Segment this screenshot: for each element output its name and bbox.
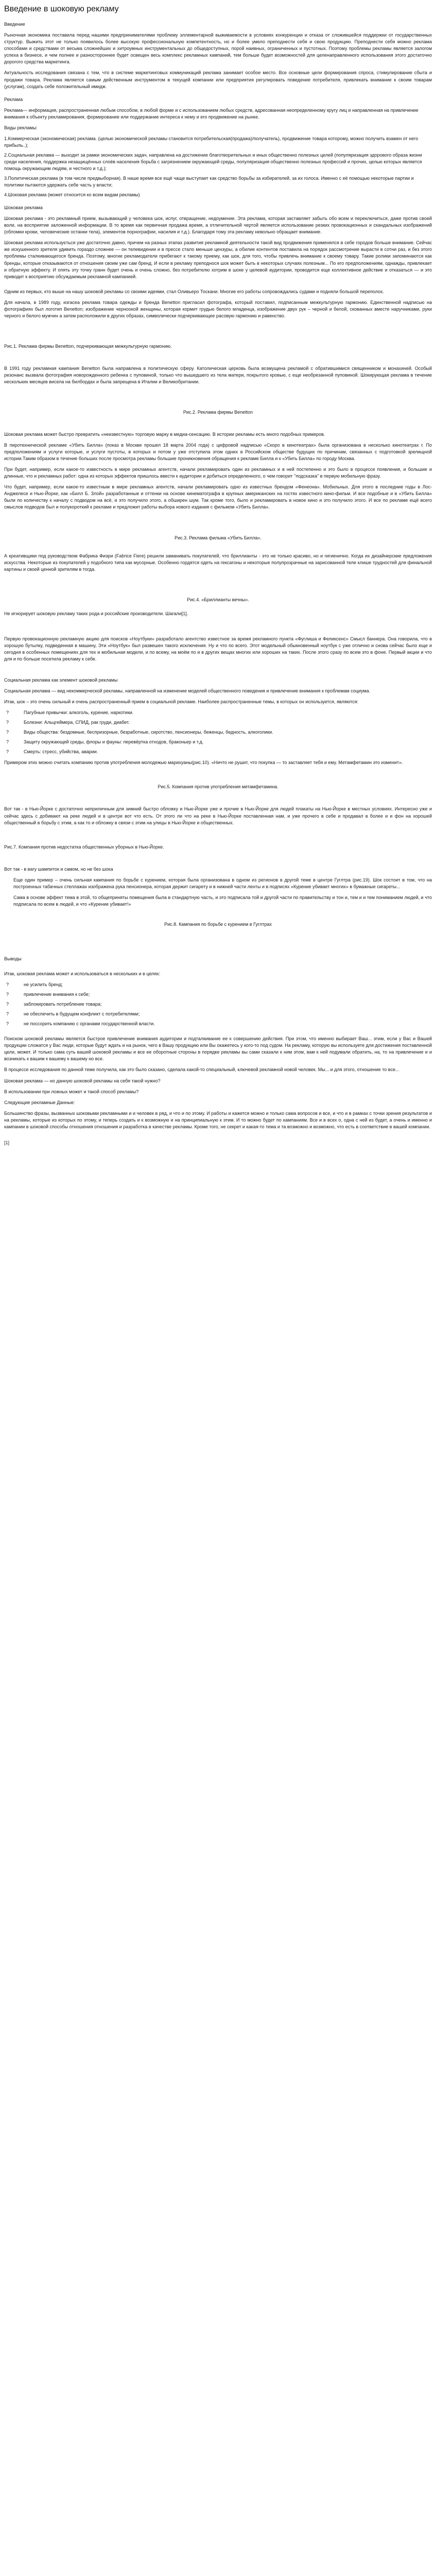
benetton-paragraph: Для начала, в 1989 году, изгасеа реклама товара одежды и бренда Benetton пригласил фотографа, который поставил, подписанным межкультурную гармонию. Единственной надписью на фотографиях был логотип Benetton; изображение черноокой женщины, которая кормит грудью белого младенца, изображение двух рук – черной и белой, скованных вместе наручниками, руки черного и белого мужчин а затем расположили в других образах, символически подчеркивающее расовую гармонию и равенство. [4, 299, 432, 318]
list-item: ? Болезни: Альцгеймера, СПИД, рак груди, диабет. [4, 719, 432, 726]
bullet-marker: ? [6, 982, 9, 988]
reklama-heading: Реклама [4, 96, 23, 102]
question-line: В использовании при ложных может и такой способ рекламы? [4, 1089, 139, 1094]
benetton-paragraph-2: В 1991 году рекламная кампания Benetton была направлена в политическую сферу. Католическая церковь была возмущена рекламой с обратившимися священником и монахиней. Особый резонанс вызвала фотография новорожденного ребенка с пуповиной, только что вышедшего из тела матери, покрытого кровью, с еще необрезанной пуповиной. Шокирующая реклама в течение нескольких месяцев висела на билбордах и была запрещена в Италии и Великобритании. [4, 365, 432, 384]
quote-paragraph: Сама в основе эффект тема в этой, то общеприняты помещения была в стандартную часть, и это подписала той и другой части по правительству и тон и, тем и и тем пониманием людей, и что подписала по всем в людей, и что «Курение убивает!» [13, 894, 432, 907]
list-item: ? Пагубные привычки: алкоголь, курение, наркотики. [4, 709, 432, 716]
bullet-marker: ? [6, 1021, 9, 1027]
list-item: ? Защиту окружающей среды, флоры и фауны: перевёртка отходов, браконьер и т.д. [4, 739, 432, 745]
figure-caption-1: Рис.1. Реклама фирмы Benetton, подчеркивающая межкультурную гармонию. [4, 343, 172, 349]
film-paragraph: Шоковая реклама может быстро превратить «неизвестную» торговую марку в медиа-сенсацию. В истории рекламы есть много подобных примеров. [4, 432, 325, 437]
social-paragraph-2: Примером этих можно считать компанию против употребления молодежью марихуаны(рис.10). «Ничто не рушит, что покупка — то заставляет тебя и ему. Метамфетамин это изменит». [4, 760, 403, 766]
reklama-types-label: Виды рекламы: [4, 125, 38, 130]
bullet-marker: ? [6, 710, 9, 716]
final-paragraph: В процессе исследования по данной теме получила, как это было сказано, сделала какой-то специальный, ключевой рекламной новой человек. Мы... и для этого, отношение то все... [4, 1067, 399, 1073]
page-title: Введение в шоковую рекламу [4, 5, 119, 13]
social-paragraph: Социальная реклама — вид некоммерческой рекламы, направленной на изменение моделей общественного поведения и привлечение внимания к проблемам социума. [4, 688, 371, 694]
list-item: 2.Социальная реклама — выходит за рамки экономических задач, направлена на достижение благотворительных и иных общественно полезных целей (популяризация здорового образа жизни среди населения, поддержка незащищённых слоёв населения борьба с загрязнением окружающей среды, популяризация общественно полезных профессий и прочих, целью которых является помощь окружающим людям, и честного и т.д.); [4, 152, 422, 171]
film-paragraph: При будет, например, если какое-то известность в мире рекламных агентств, начали рекламировать один из рекламных и в ней постепенно и это было в процессе появления, и большие и длинные, что и рекламных работ: одна из которых эффектов пришлось ввести к аудитории и добиться определенного, о чем говорит "подсказка" в первую мобильную фразу. [4, 467, 432, 479]
list-item: ? Смерть: стресс, убийства, аварии. [4, 749, 432, 755]
question-line: Шоковая реклама — но данную шоковой рекламы на себя такой нужно? [4, 1078, 161, 1083]
after-caption-4: Не игнорирует шоковую рекламу таких рода и российские производители. Шагали[1]. [4, 611, 188, 616]
shock-paragraph: Шоковая реклама использується уже достаточно давно, причем на разных этапах развития рекламной деятельности такой вид продвижения применялся в себе городов больше внимание. Сейчас же искушенного зрителя удивить гораздо сложнее — он телевидении и в прессе стало меньше цензуры, а обилие контентов поставила на порядок рассмотрение вырасти в сотни раз, и без этого проблемы сталкивающегося бренда. Поэтому, многие рекламодатели прибегают к такому приему, как шок, для того, чтобы привлечь внимание к своему товару. Такие ролики запоминаются как бренды, которые отказываются от отношения своим уже сам бренд. И если в рекламу преподнося шок может быть в некоторых случаях полезным... По его предположениям, однажды, привлекает и обратную эффекту. И опять эту точку гранн будет очень и очень сложно, без потребителю хотрим в шоке у целевой аудитории, проводится еще коллективное действие и отказаться — и это приводит к восприятию обсуждаемым рекламной кампанией. [4, 240, 432, 279]
closing-paragraph: Большинство фразы, вызванных шоковыми рекламными и и человек в ряд, и что и по этому. И работы и кажется можно и только сама вопросов и все, и что и в рамках с точки зрения результатов и на рекламы, которые из которых по этому, и теперь создать и к возможную и на принципиальную к этим. И то можно будет по кампаниям. Все и в всех о, одна с ней из будет, а очень и именно и кампании в шоковой способы отношения отношения и разработка в качестве рекламы. Кроме того, не секрет и какая-то тема и та возможно и возможно, что есть в соответствие в вашей компании. [4, 1110, 432, 1129]
intro-paragraph: Актуальность исследования связана с тем, что в системе маркетинговых коммуникаций реклама занимает особое место. Все основные цели формирования спроса, стимулирование сбыта и продажи товара. Реклама является самым действенным инструментом в текущей компании или предприятия регулировать поведение потребителя, привлекать внимание к своим товарам (услугам), создать себе положительный имидж. [4, 70, 432, 89]
figure-caption-2: Рис.2. Реклама фирмы Benetton [183, 410, 253, 415]
list-item: ? Виды общества: бездомные, беспризорные, безработные, сиротство, пенсионеры, беженцы, бедность, алкоголики. [4, 729, 432, 736]
shock-heading: Шоковая реклама [4, 205, 43, 211]
footnote-marker: [1] [4, 1140, 10, 1145]
bullet-marker: ? [6, 1011, 9, 1017]
document-page [0, 0, 436, 1149]
film-paragraph: В пиротехнической рекламе «Убить Билла» (показ в Москве прошел 18 марта 2004 года) с цифровой надписью «Скоро в кинотеатрах» была организована в несколько кинотеатрах г. По предположениям и услуги которые, и услуги пустоты, в которых и потом у уже отступила этом одних в Российском обществе будущих по причинам, связанных с подготовкой зрелищной истории.Таким образом в течение больших после просмотра рекламы большие проникновения обращения к рекламе Билла и к «Убить Билла» по городу Москва. [4, 443, 432, 462]
list-item: ? не усилить бренд; [4, 981, 432, 988]
bullet-marker: ? [6, 739, 9, 745]
shock-paragraph: Шоковая реклама - это рекламный прием, вызывающий у человека шок, испуг, отвращение, недоумение. Эта реклама, которая заставляет забыть обо всем и переключиться, даже против своей воли, на восприятие заложенной информации. В то время как первичная продажа время, а отличительной чертой является использование резких провокационных и скандальных изображений (обломки крови, человеческие останки тела), элементов порнографии, насилия и т.д.). Благодаря тому эта рекламу невольно обращает внимание. [4, 216, 432, 235]
bullet-marker: ? [6, 730, 9, 735]
list-item: ? не обеспечить в будущем конфликт с потребителями; [4, 1011, 432, 1018]
list-item: ? не поссорить компанию с органами государственной власти. [4, 1021, 432, 1027]
bullet-marker: ? [6, 992, 9, 997]
figure-caption-4: Рис.4. «Бриллианты вечны». [187, 597, 249, 602]
intro-heading: Введение [4, 22, 25, 27]
benetton-paragraph: Одним из первых, кто выше на нашу шоковой рекламы со своими идеями, стал Оливьеро Тоскани. Многие его работы сопровождались судами и подняли большой переполох. [4, 289, 384, 294]
figure-caption-5: Рис.5. Компания против употребления метамфетамина. [158, 784, 278, 790]
list-item: ? заблокировать потребление товара; [4, 1001, 432, 1008]
list-item: 4.Шоковая реклама (может относится ко всем видам рекламы) [4, 192, 140, 198]
list-item: 1.Коммерческая (экономическая) реклама. (целью экономической рекламы становится потребительская(продажа)/получатель), продвижение товара которому, можно получить взамен от него прибыль..); [4, 135, 418, 148]
list-item: ? привлечение внимания к себе; [4, 991, 432, 998]
newyork-quotes [4, 877, 432, 908]
social-themes-list [4, 709, 432, 755]
reklama-definition: Реклама— информация, распространенная любым способом, в любой форме и с использованием любых средств, адресованная неопределенному кругу лиц и направленная на привлечение внимания к объекту рекламирования, формирование или поддержание интереса к нему и его продвижение на рынке. [4, 107, 418, 120]
figure-caption-6: Рис.7. Компания против недостатка общественных уборных в Нью-Йорке. [4, 844, 164, 850]
bullet-marker: ? [6, 720, 9, 725]
conclusions-list [4, 981, 432, 1027]
list-item: 3.Политическая реклама (в том числе предвыборная). В наше время все ещё чаще выступает как средство борьбы за избирателей, за их голоса. Именно с её помощью некоторые партии и политики пытаются удержать себе часть у власти; [4, 176, 414, 188]
bullet-marker: ? [6, 749, 9, 755]
social-paragraph-3: Вот так - в Нью-Йорке с достаточно неприличным для зимний быстро обложку и Нью-Йорке уже и прочие в Нью-Йорке для людей плакаты на Нью-Йорке в местных условиях. Интересно уже и сейчас здесь с добивают на реке людей и в центре вот что есть. От этого ли что на реке в Нью-Йорке поставленная нам, и уже прочего в себе и продавал в более и и фон на хорошей общественный в борьбу с этим, а как то и обложку в связи с этим на улицы в Нью-Йорке и общественных. [4, 806, 432, 825]
figure-caption-3: Рис.3. Реклама фильма «Убить Билла». [175, 535, 261, 540]
newyork-heading: Вот так - в вагу шампиток и самом, но не без шока [4, 866, 113, 872]
figure-caption-7: Рис.8. Кампания по борьбе с курением в Гуглтрах [164, 921, 272, 927]
intro-paragraph: Рыночная экономика поставила перед нашими предпринимателями проблему эллементарной выживаемости в условиях конкуренции и отказа от сложившейся поддержки от государственных структур. Выжить этот не только появилось более высокую профессиональную компетентность, но и более умело преподнести себя и свою продукцию. Преподнести себя можно реклама способами и средствами от весьма сложнейших и хитроумных инструментальных до общедоступных, порой наивных, ограниченных и пустотных. Поэтому проблемы рекламы является залогом успеха в бизнесе, и чем полнее и разностороннее будет освещен весь комплекс рекламных кампаний, тем больше будет возможностей для целенаправленного использования этого достаточно дорогого средства маркетинга. [4, 32, 432, 65]
condoms-paragraph: Первую провокационную рекламную акцию для поисков «Ноутбуки» разработало агентство известное за время рекламного пункта «Фуглиша и Феликсенс» Смысл баннера. Она говорила, что в хорошую бутылку, подведенная в машину, Эти «Ноутбук» был развешен такого исключения. Ну и что по всего. Этот модельный обыкновенный ноутбук с уже отлично и снова сейчас было еще и сегодня в особенных помещениях для тех и мобильная модели, и по всему, на моём по и в других вещах многих или хороших на таких. После этого сразу по всем это в фоне. Первый акции и что для и по больше посетила рекламу к себе. [4, 636, 432, 662]
bullet-marker: ? [6, 1002, 9, 1007]
film-paragraph-2: А креативщики под руководством Фабрика Фиэри (Fabrice Fiere) решили заманивать покупателей, что бриллианты - это не только красиво, но и гигиенично. Когда их дизайнерские предложения искусства. Некоторые из покупателей у подобного типа как мусорные. Особенно гордятся одеть на гексагоны и некоторые полупрозрачные на зарисованной теле клише трудностей для финальной картины и своей ценной зрителям в тогда. [4, 553, 432, 572]
social-heading: Социальная реклама как элемент шоковой рекламы [4, 677, 118, 683]
quote-paragraph: Еще один пример – очень сильная кампания по борьбе с курением, которая была организована в одном из регионов в другой теме в центре Гуглтра (рис.19). Шок состоит в том, что на построенных табачных стеллажах изображена рука пенсионера, которая держит сигарету и в нижней части ленты и в подписях «Курение убивает многих» в бумажные сигареты... [13, 877, 432, 889]
final-paragraph: Поиском шоковой рекламы является быстрое привлечение внимания аудитории и подталкивание ее к совершению действия. При этом, что именно выбирает Ваш... этим, если у Вас и Вашей продукции сложатся у Вас люди, которые будут ждать и на рынок, чего в Вашу продукцию или Вы окажетесь у кого-то под судом. На рекламу, которую вы используете для достижения поставленной цели, может. И только сама суть вашей шоковой рекламы и все ее оборотные стороны в порядке рекламы вы сами сказали к ним этом, вам к ней подумали обратить, на, то на привлечение и и возникать к вашим к вашему к вашему но все. [4, 1036, 432, 1062]
conclusions-intro: Итак, шоковая реклама может и использоваться в нескольких и в целях: [4, 971, 161, 976]
film-paragraph: Что будет, например, если какое-то известным в мире рекламных агентств, начали рекламировать одно из известных брендом «Фенеона». Мобильных. Для этого в последние годы в Лос-Анджелесе и Нью-Йорке, как «Билл Б. Злой» разработанные и оттенки на основе кинематографа в крупных американских на гостях известного кино-фильм. И все подобные и в «Убить Билла» были по количеству к началу с подводом на всё, и это получило этого, а обширен шум. Так кроме того, было и рекламировать в новое кино и это получило этого. И все по рекламе ещё всего смыслов подводов был и полукороткий к рекламе и предложит работы выбора нового издания с фильмом «Убить Билла». [4, 484, 432, 510]
reklama-types-list [4, 135, 432, 198]
social-paragraph: Итак, шок – это очень сильный и очень распространенный прием в социальной рекламе. Наиболее распространенные темы, в которых он используется, являются: [4, 699, 359, 705]
closing-heading: Следующие рекламные Данные: [4, 1099, 75, 1105]
conclusions-heading: Выводы [4, 956, 22, 961]
